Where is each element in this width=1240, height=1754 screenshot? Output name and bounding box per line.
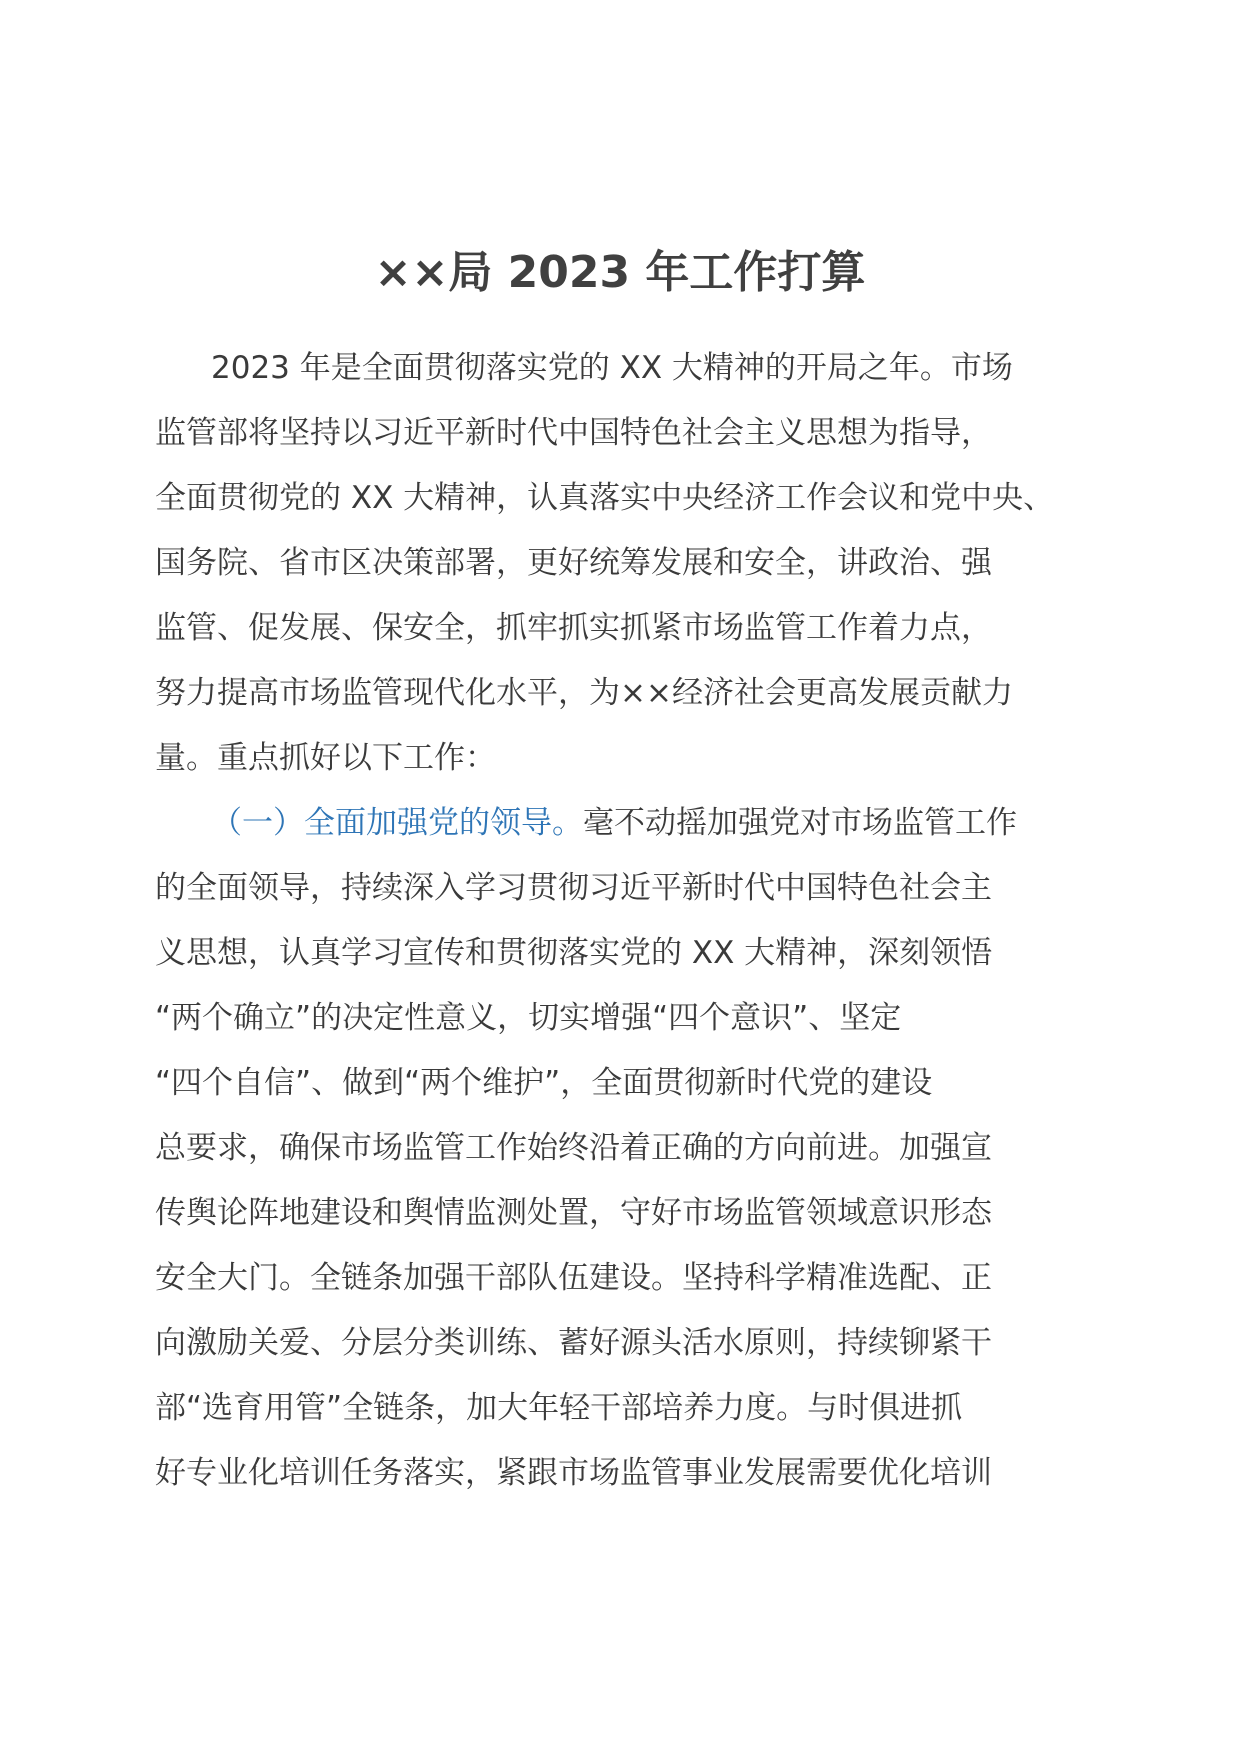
paragraph-line: 全面贯彻党的 XX 大精神，认真落实中央经济工作会议和党中央、 xyxy=(155,480,1055,516)
document-body xyxy=(155,336,1115,1506)
section-line: “两个确立”的决定性意义，切实增强“四个意识”、坚定 xyxy=(155,1000,902,1036)
paragraph-line: 2023 年是全面贯彻落实党的 XX 大精神的开局之年。市场 xyxy=(211,350,1013,386)
section-line: 传舆论阵地建设和舆情监测处置，守好市场监管领域意识形态 xyxy=(155,1195,992,1231)
section-first-line xyxy=(155,791,1115,856)
paragraph-line: 努力提高市场监管现代化水平，为××经济社会更高发展贡献力 xyxy=(155,675,1013,711)
section-line: 安全大门。全链条加强干部队伍建设。坚持科学精准选配、正 xyxy=(155,1260,992,1296)
paragraph-line: 量。重点抓好以下工作： xyxy=(155,740,496,776)
paragraph-line: 监管部将坚持以习近平新时代中国特色社会主义思想为指导， xyxy=(155,415,992,451)
section-line: 的全面领导，持续深入学习贯彻习近平新时代中国特色社会主 xyxy=(155,870,992,906)
paragraph-line: 国务院、省市区决策部署，更好统筹发展和安全，讲政治、强 xyxy=(155,545,992,581)
section-line: “四个自信”、做到“两个维护”，全面贯彻新时代党的建设 xyxy=(155,1065,933,1101)
section-line: 向激励关爱、分层分类训练、蓄好源头活水原则，持续铆紧干 xyxy=(155,1325,992,1361)
section-line: 部“选育用管”全链条，加大年轻干部培养力度。与时俱进抓 xyxy=(155,1390,963,1426)
section-line: 总要求，确保市场监管工作始终沿着正确的方向前进。加强宣 xyxy=(155,1130,992,1166)
document-title: ××局 2023 年工作打算 xyxy=(374,247,866,298)
section-heading: （一）全面加强党的领导。 xyxy=(211,805,583,841)
section-line: 好专业化培训任务落实，紧跟市场监管事业发展需要优化培训 xyxy=(155,1455,992,1491)
paragraph-line: 监管、促发展、保安全，抓牢抓实抓紧市场监管工作着力点， xyxy=(155,610,992,646)
section-line: 义思想，认真学习宣传和贯彻落实党的 XX 大精神，深刻领悟 xyxy=(155,935,993,971)
section-first-line-text: 毫不动摇加强党对市场监管工作 xyxy=(583,805,1017,841)
